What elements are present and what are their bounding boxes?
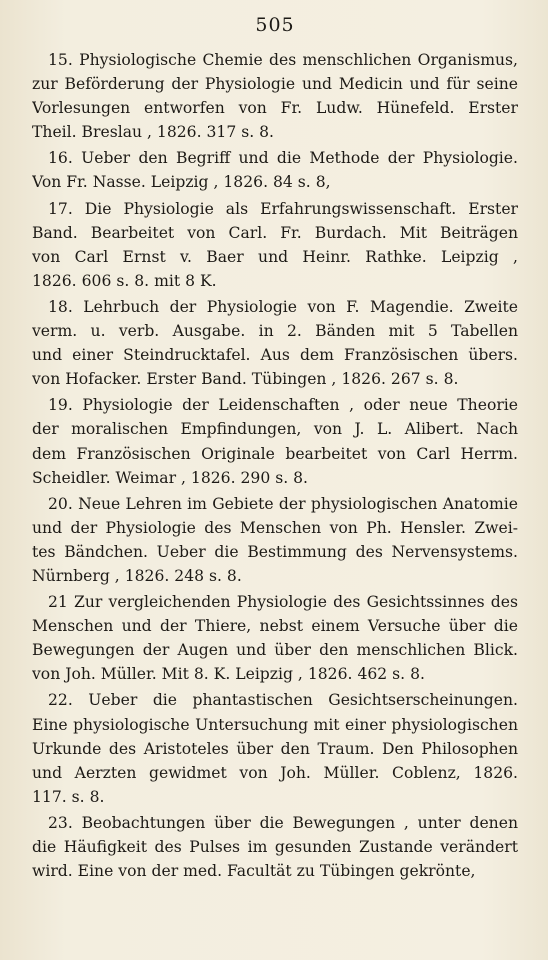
entry-line: 17. Die Physiologie als Erfahrungswissenschaft. Erster [48, 199, 518, 218]
entry-line: von Joh. Müller. Mit 8. K. Leipzig , 1826. 462 s. 8. [32, 665, 425, 684]
entry-line: Menschen und der Thiere, nebst einem Versuche über die [32, 617, 518, 636]
entry-line: 15. Physiologische Chemie des menschlichen Organismus, [48, 51, 518, 69]
entry-line: von Hofacker. Erster Band. Tübingen , 1826. 267 s. 8. [32, 370, 459, 389]
bibliography-entry [32, 590, 518, 686]
entry-line: 16. Ueber den Begriff und die Methode der Physiologie. [48, 149, 518, 168]
entry-line: Nürnberg , 1826. 248 s. 8. [32, 566, 242, 585]
entry-line: tes Bändchen. Ueber die Bestimmung des Nervensystems. [32, 542, 518, 561]
bibliography-entry [32, 146, 518, 194]
bibliography-entry [32, 295, 518, 391]
entry-line: zur Beförderung der Physiologie und Medicin und für seine [32, 75, 518, 94]
entry-line: 18. Lehrbuch der Physiologie von F. Magendie. Zweite [48, 297, 518, 316]
entry-line: Eine physiologische Untersuchung mit einer physiologischen [32, 715, 518, 734]
entry-line: Scheidler. Weimar , 1826. 290 s. 8. [32, 468, 309, 487]
bibliography-entry [32, 811, 518, 883]
entry-line: von Carl Ernst v. Baer und Heinr. Rathke. Leipzig , [32, 247, 518, 266]
entry-line: verm. u. verb. Ausgabe. in 2. Bänden mit 5 Tabellen [32, 322, 518, 341]
entry-line: 23. Beobachtungen über die Bewegungen , unter denen [48, 813, 518, 832]
bibliography-list [32, 48, 518, 883]
entry-line: die Häufigkeit des Pulses im gesunden Zustande verändert [32, 838, 518, 856]
entry-line: 20. Neue Lehren im Gebiete der physiologischen Anatomie [48, 494, 518, 513]
bibliography-entry [32, 492, 518, 588]
bibliography-entry [32, 393, 518, 489]
entry-line: Vorlesungen entworfen von Fr. Ludw. Hünefeld. Erster [32, 99, 518, 118]
entry-line: wird. Eine von der med. Facultät zu Tübingen gekrönte, [32, 862, 476, 881]
entry-line: 117. s. 8. [32, 787, 105, 806]
entry-line: Urkunde des Aristoteles über den Traum. Den Philosophen [32, 739, 518, 758]
bibliography-entry [32, 48, 518, 144]
entry-line: Theil. Breslau , 1826. 317 s. 8. [32, 123, 275, 142]
entry-line: der moralischen Empfindungen, von J. L. Alibert. Nach [32, 420, 518, 439]
entry-line: Band. Bearbeitet von Carl. Fr. Burdach. Mit Beiträgen [32, 223, 518, 242]
entry-line: Von Fr. Nasse. Leipzig , 1826. 84 s. 8, [32, 173, 331, 192]
entry-line: 22. Ueber die phantastischen Gesichtserscheinungen. [48, 691, 518, 710]
bibliography-entry [32, 688, 518, 808]
entry-line: 19. Physiologie der Leidenschaften , oder neue Theorie [48, 396, 518, 415]
entry-line: 21 Zur vergleichenden Physiologie des Gesichtssinnes des [48, 593, 518, 612]
entry-line: und der Physiologie des Menschen von Ph. Hensler. Zwei- [32, 518, 518, 537]
entry-line: und Aerzten gewidmet von Joh. Müller. Coblenz, 1826. [32, 763, 518, 782]
entry-line: Bewegungen der Augen und über den menschlichen Blick. [32, 641, 518, 660]
entry-line: dem Französischen Originale bearbeitet von Carl Herrm. [32, 444, 518, 463]
entry-line: 1826. 606 s. 8. mit 8 K. [32, 271, 217, 290]
page-number: 505 [255, 14, 295, 36]
bibliography-entry [32, 197, 518, 293]
entry-line: und einer Steindrucktafel. Aus dem Französischen übers. [32, 346, 518, 365]
